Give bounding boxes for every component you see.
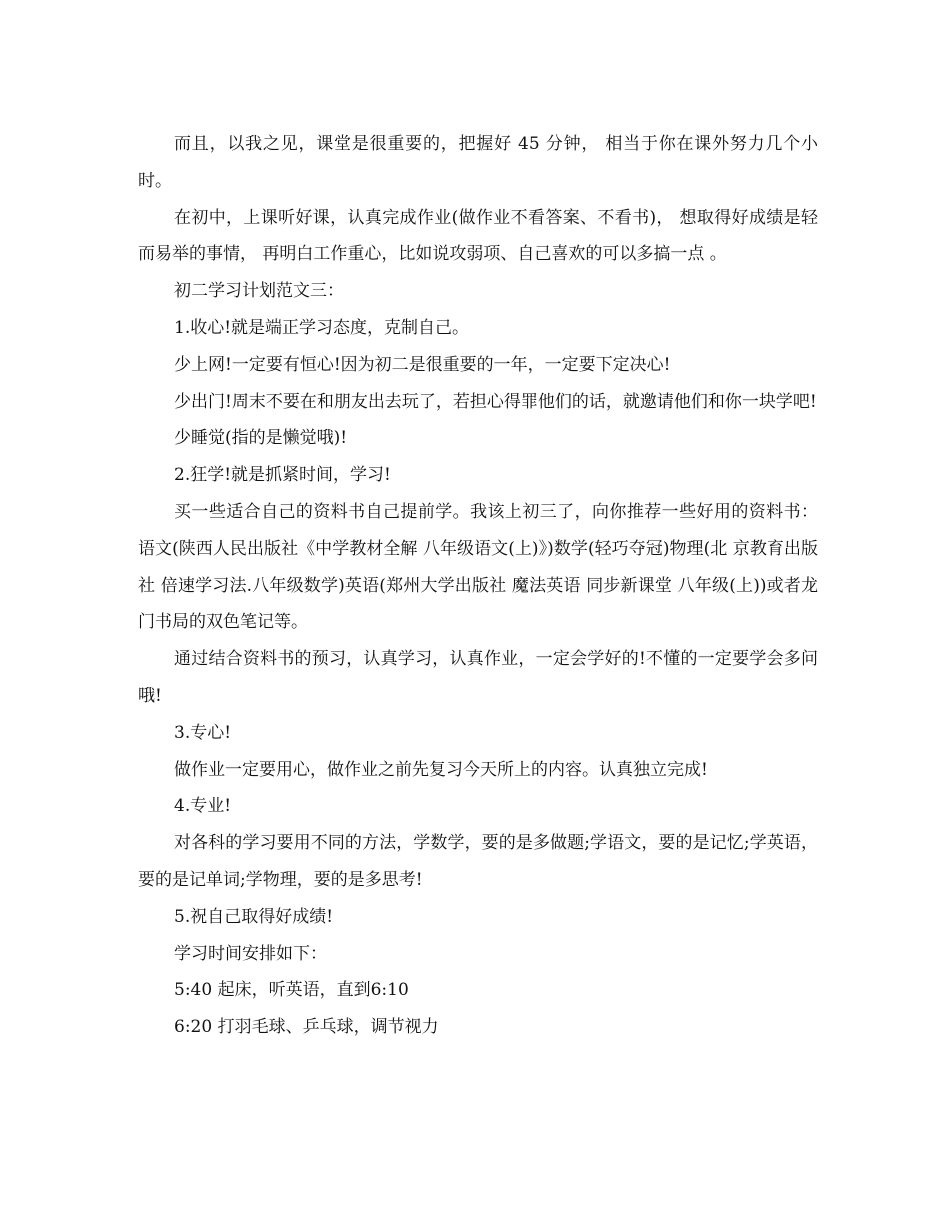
paragraph: 做作业一定要用心，做作业之前先复习今天所上的内容。认真独立完成! [174,759,708,780]
list-item: 2.狂学!就是抓紧时间，学习! [174,465,391,486]
list-item: 3.专心! [174,722,232,743]
schedule-item: 5:40 起床，听英语，直到6:10 [174,980,409,1001]
paragraph: 少上网!一定要有恒心!因为初二是很重要的一年，一定要下定决心! [174,354,671,375]
list-item: 1.收心!就是端正学习态度，克制自己。 [174,317,470,338]
paragraph: 而且，以我之见，课堂是很重要的，把握好 45 分钟， 相当于你在课外努力几个小时。 [138,134,818,191]
paragraph: 在初中，上课听好课，认真完成作业(做作业不看答案、不看书)， 想取得好成绩是轻而易举的事情， 再明白工作重心，比如说攻弱项、自己喜欢的可以多搞一点 。 [138,207,818,265]
paragraph: 少睡觉(指的是懒觉哦)! [174,428,348,449]
schedule-item: 6:20 打羽毛球、乒乓球，调节视力 [174,1017,439,1038]
paragraph: 学习时间安排如下： [174,943,327,964]
document-body [138,126,818,1046]
section-heading: 初二学习计划范文三： [174,281,344,302]
list-item: 4.专业! [174,796,232,817]
paragraph: 少出门!周末不要在和朋友出去玩了，若担心得罪他们的话，就邀请他们和你一块学吧! [174,391,817,412]
paragraph: 买一些适合自己的资料书自己提前学。我该上初三了，向你推荐一些好用的资料书：语文(陕西人民出版社《中学教材全解 八年级语文(上)》)数学(轻巧夺冠)物理(北 京教育出版社 倍速学习法.八年级数学)英语(郑州大学出版社 魔法英语 同步新课堂 八年级(上))或者龙门书局的双色笔记等。 [138,501,818,633]
paragraph: 通过结合资料书的预习，认真学习，认真作业，一定会学好的!不懂的一定要学会多问哦! [138,649,818,706]
list-item: 5.祝自己取得好成绩! [174,906,334,927]
paragraph: 对各科的学习要用不同的方法，学数学，要的是多做题;学语文，要的是记忆;学英语，要的是记单词;学物理，要的是多思考! [138,833,818,890]
